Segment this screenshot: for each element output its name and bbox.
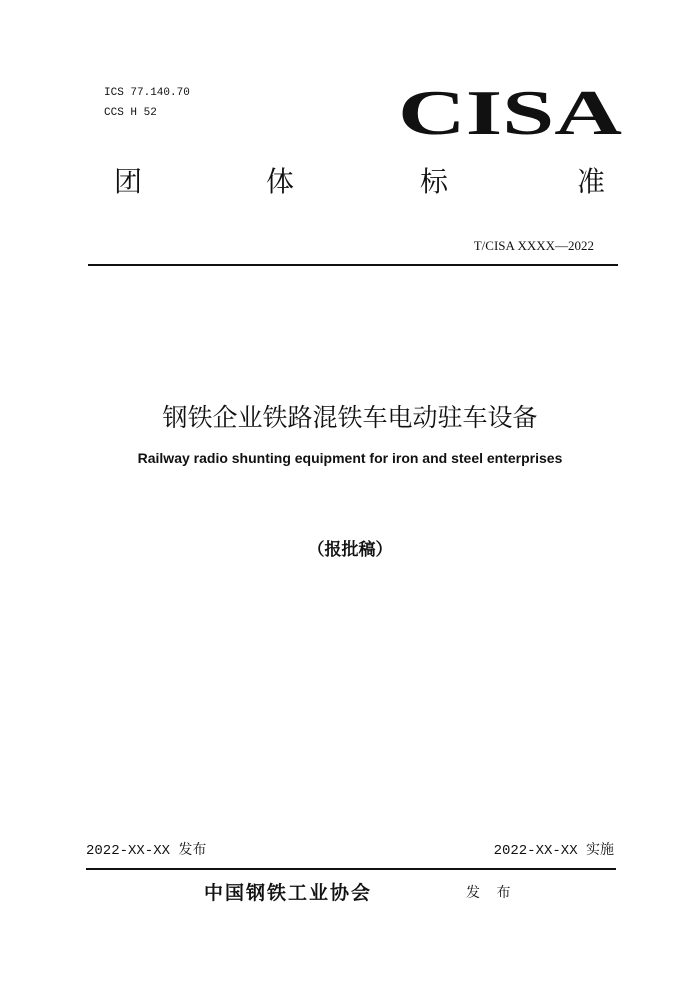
ccs-code: CCS H 52 (104, 107, 157, 119)
issue-action: 发 布 (466, 885, 517, 901)
document-title-chinese: 钢铁企业铁路混铁车电动驻车设备 (162, 403, 538, 432)
header-divider (88, 264, 618, 266)
cisa-logo (396, 78, 624, 140)
standard-type-char: 标 (420, 165, 449, 198)
draft-status: （报批稿） (307, 540, 393, 560)
standard-type-char: 准 (577, 165, 606, 198)
standard-type-heading (110, 162, 615, 202)
ics-code: ICS 77.140.70 (104, 87, 190, 99)
standard-type-char: 体 (266, 165, 295, 198)
document-title-english: Railway radio shunting equipment for iron and steel enterprises (137, 450, 563, 466)
standard-type-char: 团 (114, 165, 143, 198)
footer-divider (86, 868, 616, 870)
implement-date: 2022-XX-XX 实施 (493, 843, 614, 859)
publish-date: 2022-XX-XX 发布 (86, 843, 207, 859)
document-number: T/CISA XXXX—2022 (473, 238, 594, 253)
cisa-logo-text: CISA (398, 78, 622, 140)
issuer-name: 中国钢铁工业协会 (204, 882, 373, 904)
